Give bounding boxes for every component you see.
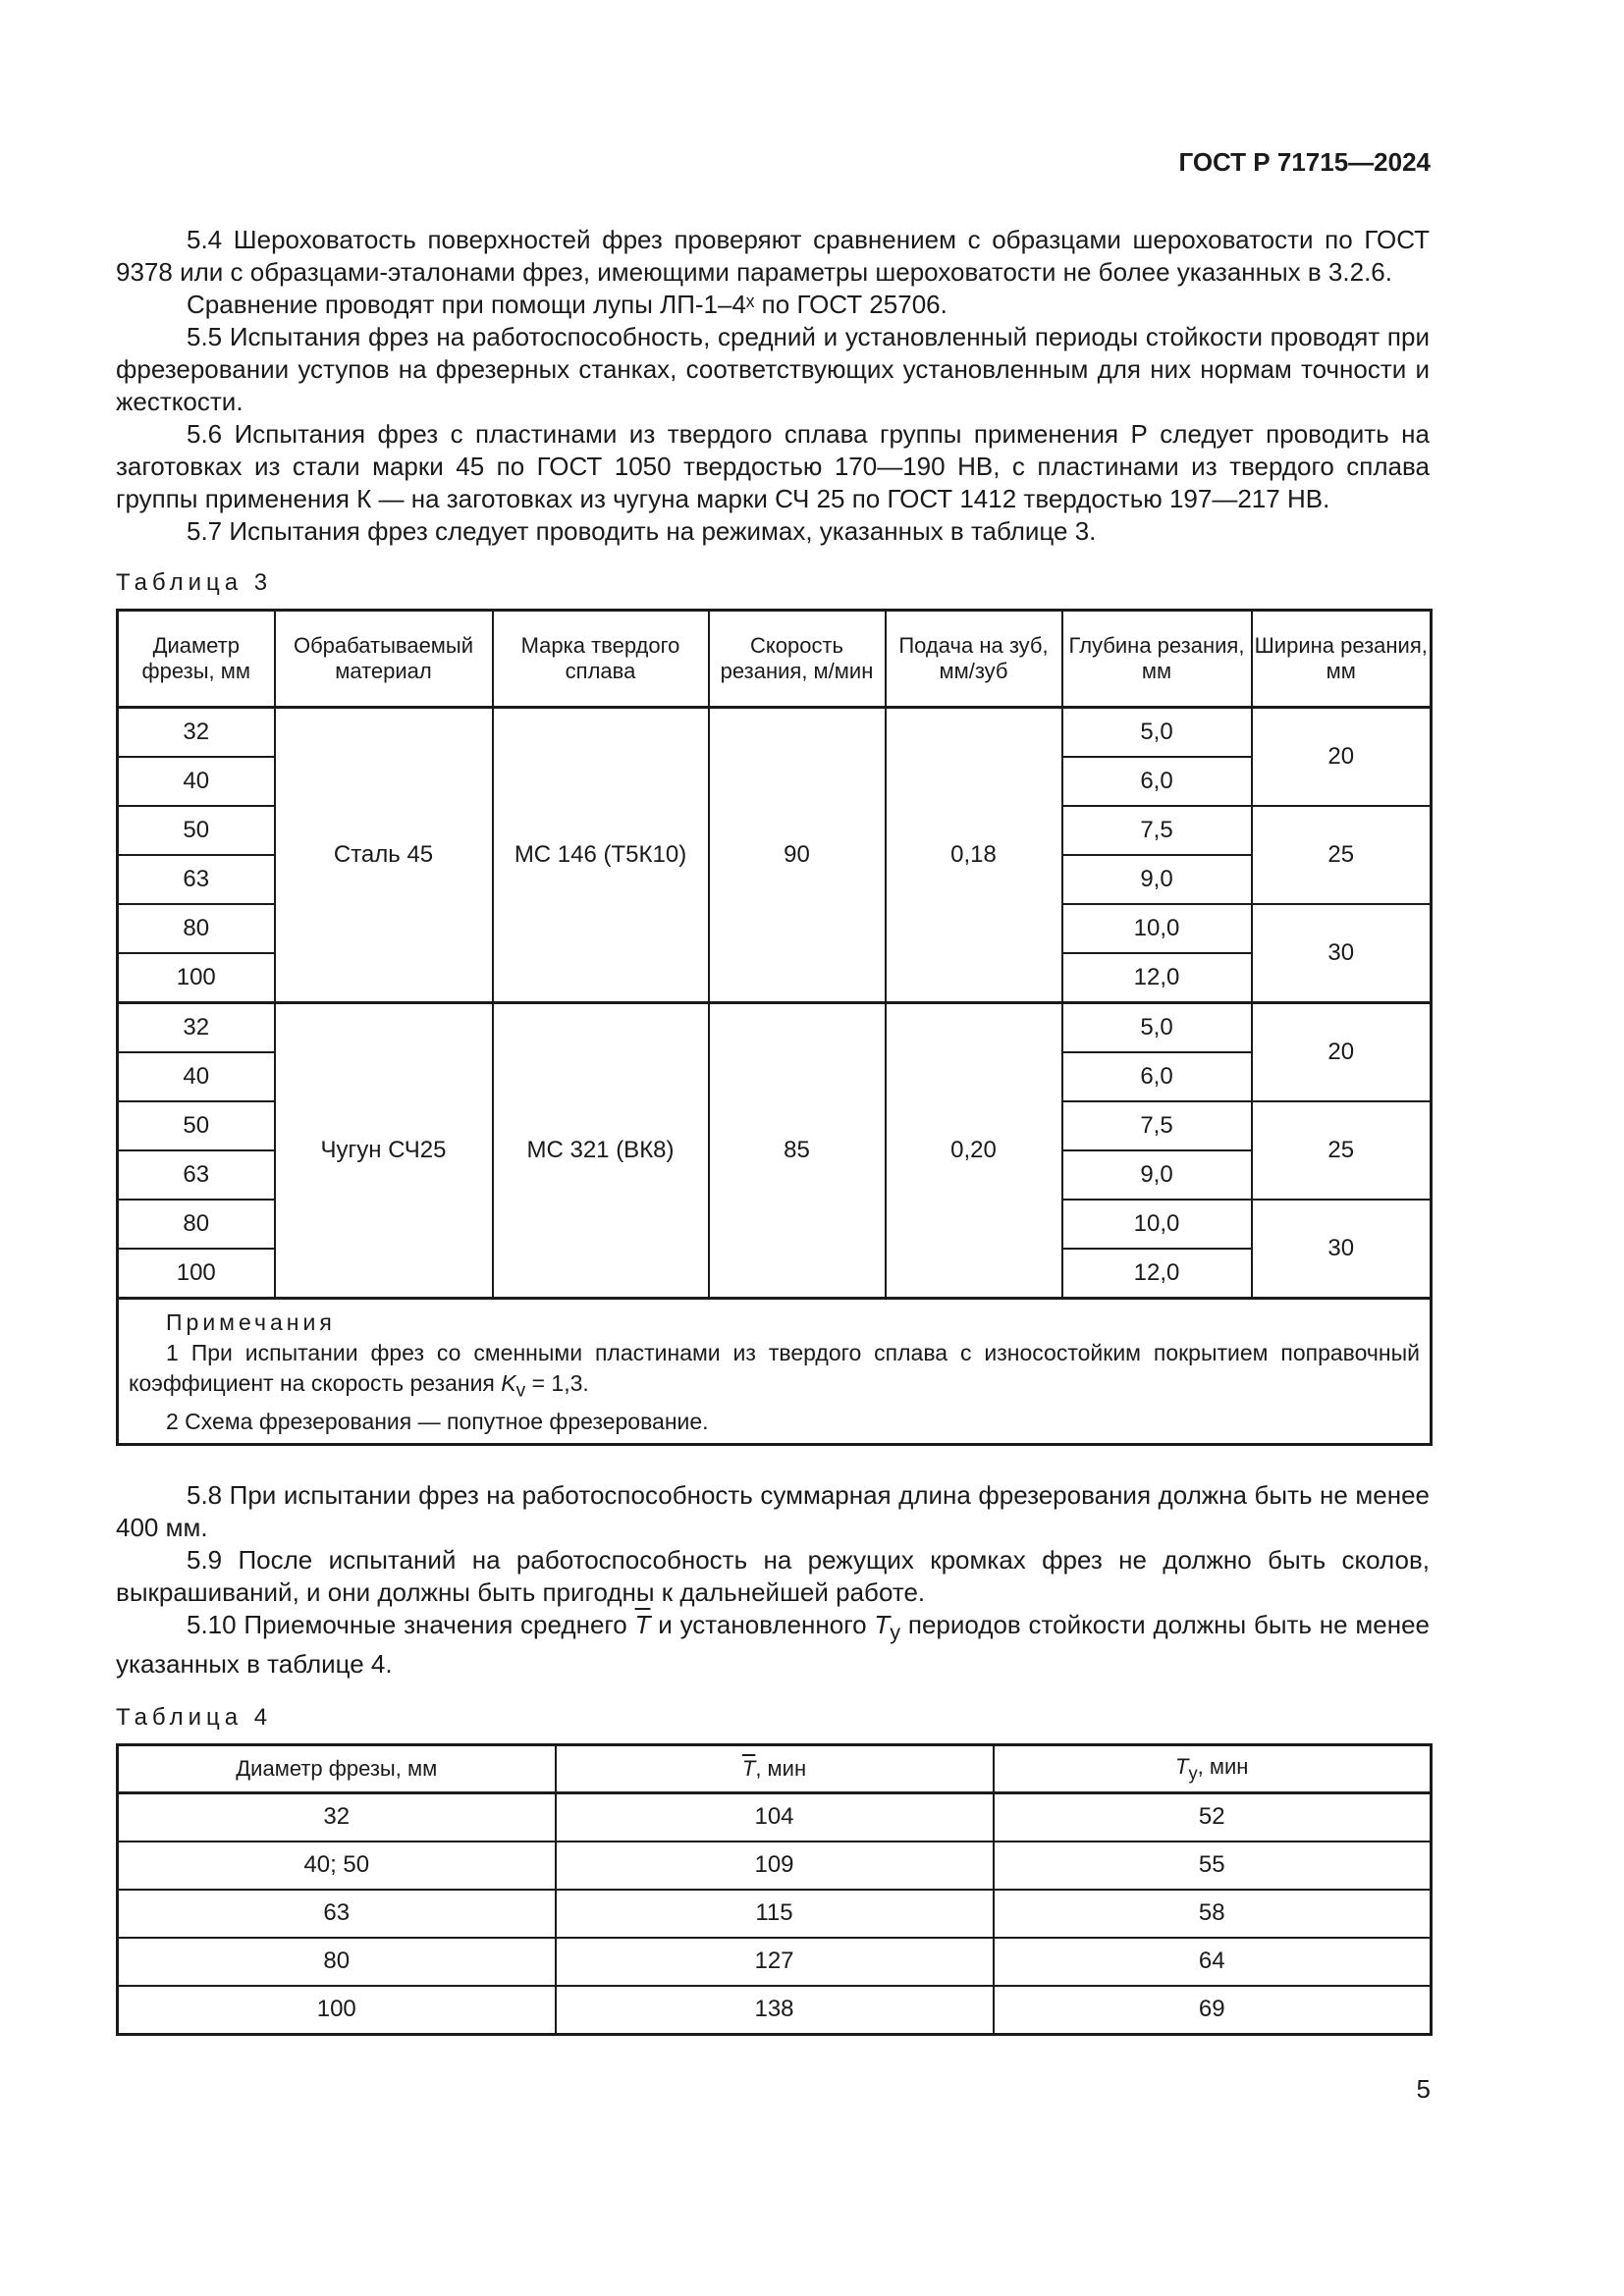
width-cell: 25 <box>1252 806 1432 904</box>
diameter-cell: 100 <box>118 953 275 1003</box>
diameter-cell: 50 <box>118 806 275 855</box>
diameter-cell: 80 <box>118 904 275 953</box>
diameter-cell: 40 <box>118 1052 275 1101</box>
table3-header-row <box>118 611 1432 708</box>
material-cell: Сталь 45 <box>275 708 493 1003</box>
depth-cell: 10,0 <box>1062 904 1252 953</box>
feed-cell: 0,20 <box>886 1003 1062 1299</box>
paragraphs-top <box>116 224 1430 548</box>
t-mean-cell: 109 <box>556 1842 994 1890</box>
diameter-cell: 32 <box>118 1003 275 1053</box>
t-set-subscript: у <box>890 1619 901 1644</box>
table3-notes-row <box>118 1299 1432 1445</box>
t-set-cell: 69 <box>994 1986 1432 2035</box>
feed-cell: 0,18 <box>886 708 1062 1003</box>
t-mean-symbol: $\overline{T}$ <box>634 1609 651 1639</box>
diameter-cell: 63 <box>118 1150 275 1200</box>
t-set-cell: 64 <box>994 1938 1432 1986</box>
paragraph-5-7: 5.7 Испытания фрез следует проводить на режимах, указанных в таблице 3. <box>187 516 1097 546</box>
table4-header-row <box>118 1744 1432 1792</box>
width-cell: 30 <box>1252 1200 1432 1299</box>
paragraph-5-10 <box>116 1609 1430 1681</box>
paragraph-5-4: 5.4 Шероховатость поверхностей фрез проверяют сравнением с образцами шероховатости по ГОСТ 9378 или с образцами-эталонами фрез, имеющими параметры шероховатости не более указанных в 3.2.6. <box>116 225 1430 287</box>
diameter-cell: 32 <box>118 708 275 758</box>
paragraph-comparison: Сравнение проводят при помощи лупы ЛП-1–4ˣ по ГОСТ 25706. <box>187 290 947 319</box>
depth-cell: 6,0 <box>1062 757 1252 806</box>
note-1-text: 1 При испытании фрез со сменными пластинами из твердого сплава с износостойким покрытием поправочный коэффициент на скорость резания <box>129 1340 1420 1396</box>
table3-header-depth: Глубина резания, мм <box>1062 611 1252 708</box>
table-4 <box>116 1743 1433 2036</box>
table-row <box>118 1842 1432 1890</box>
t-set-header-subscript: у <box>1188 1761 1198 1783</box>
note-1-symbol: K <box>501 1370 516 1396</box>
table-row <box>118 1003 1432 1053</box>
alloy-cell: МС 146 (Т5К10) <box>493 708 709 1003</box>
depth-cell: 5,0 <box>1062 708 1252 758</box>
p510-part2: и установленного <box>650 1609 875 1639</box>
t-mean-header-symbol: $\overline{T}$ <box>741 1755 756 1781</box>
table-row <box>118 1986 1432 2035</box>
t-set-cell: 52 <box>994 1792 1432 1842</box>
width-cell: 30 <box>1252 904 1432 1003</box>
table3-header-feed: Подача на зуб, мм/зуб <box>886 611 1062 708</box>
document-id: ГОСТ Р 71715—2024 <box>1178 147 1431 177</box>
note-1-tail: = 1,3. <box>525 1370 589 1396</box>
t-mean-cell: 127 <box>556 1938 994 1986</box>
paragraph-5-9: 5.9 После испытаний на работоспособность на режущих кромках фрез не должно быть сколов, выкрашиваний, и они должны быть пригодны к дальнейшей работе. <box>116 1544 1430 1607</box>
depth-cell: 9,0 <box>1062 855 1252 904</box>
diameter-cell: 100 <box>118 1986 556 2035</box>
diameter-cell: 32 <box>118 1792 556 1842</box>
depth-cell: 10,0 <box>1062 1200 1252 1249</box>
diameter-cell: 40 <box>118 757 275 806</box>
depth-cell: 12,0 <box>1062 1249 1252 1299</box>
alloy-cell: МС 321 (ВК8) <box>493 1003 709 1299</box>
depth-cell: 5,0 <box>1062 1003 1252 1053</box>
t-mean-header-unit: , мин <box>755 1755 807 1781</box>
table4-header-t-mean <box>556 1744 994 1792</box>
note-1 <box>129 1338 1420 1407</box>
t-set-header-unit: , мин <box>1197 1753 1249 1779</box>
table3-header-width: Ширина резания, мм <box>1252 611 1432 708</box>
depth-cell: 7,5 <box>1062 1101 1252 1150</box>
speed-cell: 85 <box>709 1003 886 1299</box>
notes-title: Примечания <box>166 1309 336 1335</box>
depth-cell: 9,0 <box>1062 1150 1252 1200</box>
table3-header-diameter: Диаметр фрезы, мм <box>118 611 275 708</box>
t-set-cell: 58 <box>994 1890 1432 1938</box>
material-cell: Чугун СЧ25 <box>275 1003 493 1299</box>
paragraph-5-5: 5.5 Испытания фрез на работоспособность, средний и установленный периоды стойкости проводят при фрезеровании уступов на фрезерных станках, соответствующих установленным для них нормам точности и жесткости. <box>116 322 1430 416</box>
width-cell: 20 <box>1252 708 1432 807</box>
diameter-cell: 63 <box>118 1890 556 1938</box>
table-3 <box>116 609 1433 1446</box>
depth-cell: 7,5 <box>1062 806 1252 855</box>
table-row <box>118 1890 1432 1938</box>
p510-part3: периодов стойкости должны быть не менее указанных в таблице 4. <box>116 1609 1430 1679</box>
diameter-cell: 80 <box>118 1938 556 1986</box>
depth-cell: 6,0 <box>1062 1052 1252 1101</box>
paragraphs-mid <box>116 1479 1430 1681</box>
table3-header-speed: Скорость резания, м/мин <box>709 611 886 708</box>
note-2: 2 Схема фрезерования — попутное фрезерование. <box>166 1408 709 1434</box>
t-set-cell: 55 <box>994 1842 1432 1890</box>
table3-header-alloy: Марка твердого сплава <box>493 611 709 708</box>
diameter-cell: 40; 50 <box>118 1842 556 1890</box>
page-content <box>116 224 1430 2036</box>
t-set-symbol: T <box>874 1609 891 1639</box>
table4-header-diameter: Диаметр фрезы, мм <box>118 1744 556 1792</box>
paragraph-5-8: 5.8 При испытании фрез на работоспособность суммарная длина фрезерования должна быть не менее 400 мм. <box>116 1479 1430 1542</box>
speed-cell: 90 <box>709 708 886 1003</box>
p510-part1: 5.10 Приемочные значения среднего <box>187 1609 635 1639</box>
diameter-cell: 63 <box>118 855 275 904</box>
depth-cell: 12,0 <box>1062 953 1252 1003</box>
paragraph-5-6: 5.6 Испытания фрез с пластинами из твердого сплава группы применения Р следует проводить на заготовках из стали марки 45 по ГОСТ 1050 твердостью 170—190 НВ, с пластинами из твердого сплава группы применения К — на заготовках из чугуна марки СЧ 25 по ГОСТ 1412 твердостью 197—217 НВ. <box>116 419 1430 513</box>
table3-notes <box>118 1299 1432 1445</box>
table3-header-material: Обрабатываемый материал <box>275 611 493 708</box>
table-row <box>118 1792 1432 1842</box>
width-cell: 20 <box>1252 1003 1432 1102</box>
table3-caption: Таблица 3 <box>116 569 273 596</box>
table-row <box>118 708 1432 758</box>
t-mean-cell: 115 <box>556 1890 994 1938</box>
note-1-subscript: v <box>515 1380 526 1402</box>
width-cell: 25 <box>1252 1101 1432 1200</box>
diameter-cell: 50 <box>118 1101 275 1150</box>
table-row <box>118 1938 1432 1986</box>
diameter-cell: 80 <box>118 1200 275 1249</box>
t-mean-cell: 104 <box>556 1792 994 1842</box>
t-mean-cell: 138 <box>556 1986 994 2035</box>
table4-caption: Таблица 4 <box>116 1703 273 1731</box>
diameter-cell: 100 <box>118 1249 275 1299</box>
table4-header-t-set <box>994 1744 1432 1792</box>
page-number: 5 <box>1416 2074 1431 2104</box>
t-set-header-symbol: T <box>1175 1753 1189 1779</box>
